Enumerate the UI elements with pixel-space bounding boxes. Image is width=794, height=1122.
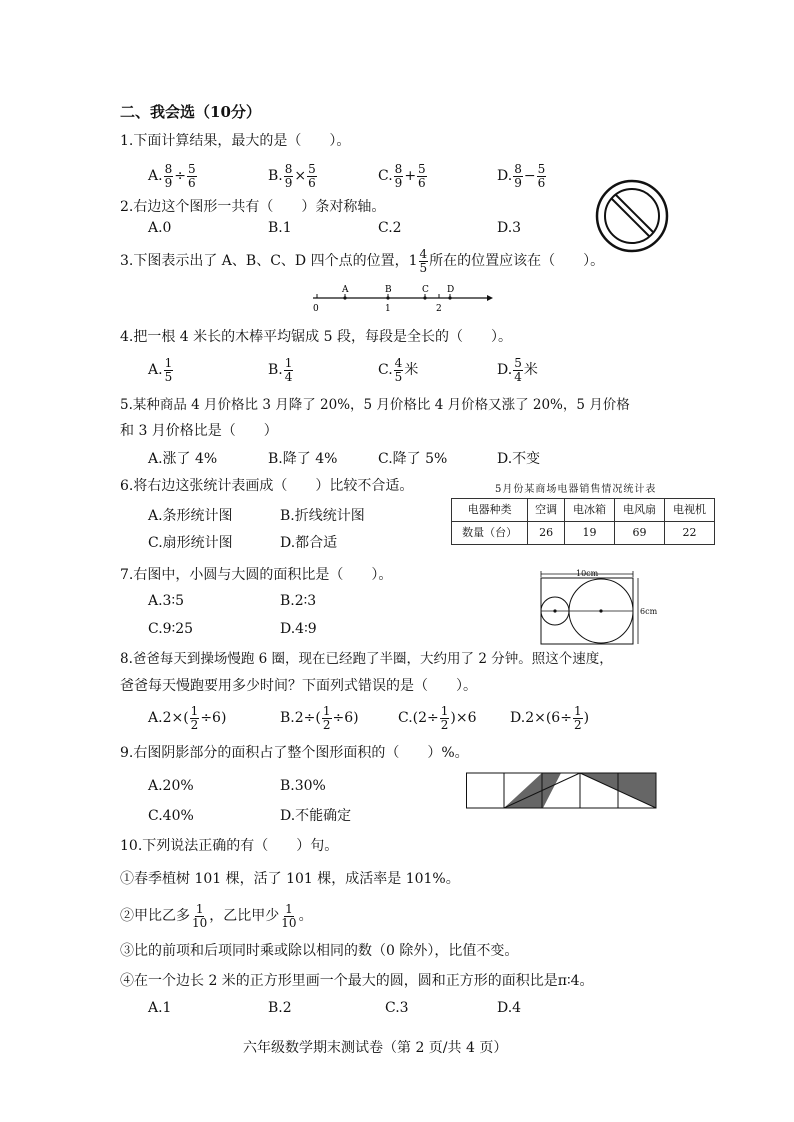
option-letter: B. <box>268 362 283 378</box>
table-cell: 19 <box>565 522 615 545</box>
option-letter: D. <box>510 710 526 726</box>
denominator: 6 <box>187 175 196 190</box>
operator: − <box>523 168 536 184</box>
option-letter: C. <box>398 710 413 726</box>
question-8-line-1: 8.爸爸每天到操场慢跑 6 圈，现在已经跑了半圈，大约用了 2 分钟。照这个速度， <box>120 651 613 667</box>
question-3-text <box>120 248 604 274</box>
expr-pre: (2÷ <box>412 710 439 726</box>
denominator: 9 <box>164 175 173 190</box>
numerator: 1 <box>190 703 199 718</box>
numerator: 1 <box>440 703 449 718</box>
numerator: 4 <box>419 246 428 261</box>
fraction <box>307 163 317 190</box>
fraction <box>394 357 404 384</box>
q7-option-b: B.2∶3 <box>280 593 317 609</box>
q1-option-d <box>497 160 547 192</box>
table-cell: 电风扇 <box>615 499 665 522</box>
q9-option-d: D.不能确定 <box>280 808 352 824</box>
q8-option-b <box>280 702 359 734</box>
denominator: 10 <box>281 915 297 930</box>
question-1-text: 1.下面计算结果，最大的是（ ）。 <box>120 133 351 149</box>
q2-option-c: C.2 <box>378 220 402 236</box>
q7-option-d: D.4∶9 <box>280 621 317 637</box>
q4-option-d <box>497 354 538 386</box>
table-cell: 69 <box>615 522 665 545</box>
numerator: 1 <box>285 901 293 916</box>
denominator: 2 <box>573 717 582 732</box>
option-letter: B. <box>268 168 283 184</box>
q10-option-b: B.2 <box>268 1000 292 1016</box>
numerator: 8 <box>394 161 403 176</box>
table-cell: 22 <box>664 522 714 545</box>
table-row <box>452 522 715 545</box>
fraction <box>322 705 332 732</box>
table-cell: 数量（台） <box>452 522 528 545</box>
denominator: 4 <box>284 369 293 384</box>
mixed-whole: 1 <box>408 253 418 269</box>
fraction <box>284 163 294 190</box>
question-8-line-2: 爸爸每天慢跑要用多少时间？下面列式错误的是（ ）。 <box>120 678 477 694</box>
table-header-row <box>452 499 715 522</box>
q5-option-d: D.不变 <box>497 451 541 467</box>
q6-option-c: C.扇形统计图 <box>148 535 233 551</box>
numerator: 5 <box>308 161 316 176</box>
numerator: 1 <box>573 703 582 718</box>
fraction <box>573 705 583 732</box>
expr-pre: 2×(6÷ <box>525 710 572 726</box>
fraction <box>417 163 427 190</box>
q3-text-post: 所在的位置应该在（ ）。 <box>429 253 605 269</box>
operator: ÷ <box>174 168 186 184</box>
q1-option-c <box>378 160 428 192</box>
question-10-text: 10.下列说法正确的有（ ）句。 <box>120 838 339 854</box>
denominator: 6 <box>537 175 546 190</box>
s2-part-b: ，乙比甲少 <box>209 908 280 924</box>
q2-option-d: D.3 <box>497 220 522 236</box>
q2-option-b: B.1 <box>268 220 292 236</box>
q7-option-a: A.3∶5 <box>148 593 185 609</box>
option-letter: D. <box>497 168 513 184</box>
q4-option-b <box>268 354 294 386</box>
expr-pre: 2÷( <box>294 710 321 726</box>
numerator: 5 <box>537 161 546 176</box>
expr-pre: 2×( <box>162 710 189 726</box>
two-circles-figure <box>536 566 666 652</box>
no-sign-figure <box>594 178 670 254</box>
denominator: 2 <box>440 717 449 732</box>
numerator: 5 <box>418 161 426 176</box>
table-cell: 电冰箱 <box>565 499 615 522</box>
fraction <box>513 163 523 190</box>
option-letter: A. <box>148 168 163 184</box>
unit: 米 <box>404 362 419 378</box>
tick-label-2: 2 <box>436 304 442 314</box>
q5-option-b: B.降了 4% <box>268 451 338 467</box>
q4-option-a <box>148 354 174 386</box>
q1-option-a <box>148 160 198 192</box>
denominator: 5 <box>164 369 173 384</box>
denominator: 9 <box>394 175 403 190</box>
question-4-text: 4.把一根 4 米长的木棒平均锯成 5 段，每段是全长的（ ）。 <box>120 329 512 345</box>
denominator: 9 <box>284 175 293 190</box>
table-cell: 空调 <box>528 499 565 522</box>
section-title: 二、我会选（10分） <box>120 103 261 121</box>
fraction <box>419 248 429 275</box>
fraction <box>164 357 174 384</box>
denominator: 4 <box>514 369 522 384</box>
numerator: 1 <box>284 355 293 370</box>
fraction <box>187 163 197 190</box>
stat-table-title: 5月份某商场电器销售情况统计表 <box>495 484 657 495</box>
point-label-c: C <box>422 285 429 295</box>
q9-option-b: B.30% <box>280 778 326 794</box>
q8-option-c <box>398 702 477 734</box>
numerator: 5 <box>187 161 196 176</box>
q6-option-a: A.条形统计图 <box>148 508 233 524</box>
tick-label-1: 1 <box>385 304 391 314</box>
question-6-text: 6.将右边这张统计表画成（ ）比较不合适。 <box>120 478 414 494</box>
q8-option-d <box>510 702 589 734</box>
fraction <box>440 705 450 732</box>
q2-option-a: A.0 <box>148 220 172 236</box>
q8-option-a <box>148 702 226 734</box>
expr-post: ÷6) <box>332 710 359 726</box>
denominator: 5 <box>394 369 403 384</box>
option-letter: C. <box>378 168 393 184</box>
q4-option-c <box>378 354 418 386</box>
option-letter: D. <box>497 362 513 378</box>
denominator: 2 <box>190 717 199 732</box>
denominator: 6 <box>418 175 426 190</box>
numerator: 1 <box>195 901 204 916</box>
fraction <box>513 357 523 384</box>
expr-post: ÷6) <box>200 710 227 726</box>
q10-option-d: D.4 <box>497 1000 522 1016</box>
statement-3: ③比的前项和后项同时乘或除以相同的数（0 除外），比值不变。 <box>120 943 519 959</box>
fraction <box>284 357 294 384</box>
denominator: 2 <box>322 717 331 732</box>
question-5-line-1: 5.某种商品 4 月价格比 3 月降了 20%，5 月价格比 4 月价格又涨了 20%，5 月价格 <box>120 397 630 413</box>
s2-part-c: 。 <box>298 908 313 924</box>
numerator: 8 <box>284 161 293 176</box>
width-label: 10cm <box>576 569 599 578</box>
point-label-a: A <box>342 285 349 295</box>
tick-label-0: 0 <box>313 304 319 314</box>
table-cell: 电器种类 <box>452 499 528 522</box>
denominator: 9 <box>514 175 522 190</box>
fraction <box>191 903 208 930</box>
page-footer: 六年级数学期末测试卷（第 2 页/共 4 页） <box>243 1040 508 1056</box>
operator: × <box>294 168 307 184</box>
option-letter: A. <box>148 710 163 726</box>
numerator: 4 <box>394 355 403 370</box>
q6-option-d: D.都合适 <box>280 535 338 551</box>
q10-option-a: A.1 <box>148 1000 172 1016</box>
denominator: 10 <box>192 915 208 930</box>
q10-option-c: C.3 <box>385 1000 409 1016</box>
height-label: 6cm <box>640 607 658 616</box>
unit: 米 <box>523 362 538 378</box>
q5-option-c: C.降了 5% <box>378 451 448 467</box>
numerator: 1 <box>322 703 331 718</box>
denominator: 5 <box>419 260 428 275</box>
point-label-b: B <box>385 285 392 295</box>
option-letter: A. <box>148 362 163 378</box>
table-cell: 26 <box>528 522 565 545</box>
statement-2 <box>120 900 313 932</box>
statement-1: ①春季植树 101 棵，活了 101 棵，成活率是 101%。 <box>120 871 460 887</box>
expr-post: )×6 <box>450 710 477 726</box>
question-9-text: 9.右图阴影部分的面积占了整个图形面积的（ ）%。 <box>120 745 469 761</box>
q6-option-b: B.折线统计图 <box>280 508 365 524</box>
fraction <box>164 163 174 190</box>
q9-option-a: A.20% <box>148 778 194 794</box>
fraction <box>190 705 200 732</box>
q1-option-b <box>268 160 318 192</box>
numerator: 8 <box>164 161 173 176</box>
fraction <box>280 903 297 930</box>
operator: + <box>404 168 417 184</box>
sales-stat-table <box>451 498 715 545</box>
s2-part-a: ②甲比乙多 <box>120 908 190 924</box>
question-2-text: 2.右边这个图形一共有（ ）条对称轴。 <box>120 199 386 215</box>
number-line <box>305 283 495 315</box>
point-label-d: D <box>447 285 455 295</box>
numerator: 8 <box>514 161 522 176</box>
table-cell: 电视机 <box>664 499 714 522</box>
q9-option-c: C.40% <box>148 808 194 824</box>
denominator: 6 <box>308 175 316 190</box>
option-letter: C. <box>378 362 393 378</box>
numerator: 1 <box>164 355 173 370</box>
fraction <box>394 163 404 190</box>
numerator: 5 <box>514 355 522 370</box>
q7-option-c: C.9∶25 <box>148 621 194 637</box>
option-letter: B. <box>280 710 295 726</box>
q3-text-pre: 3.下图表示出了 A、B、C、D 四个点的位置， <box>120 253 409 269</box>
question-5-line-2: 和 3 月价格比是（ ） <box>120 423 278 439</box>
q5-option-a: A.涨了 4% <box>148 451 218 467</box>
shaded-grid-figure <box>466 771 660 811</box>
statement-4: ④在一个边长 2 米的正方形里画一个最大的圆，圆和正方形的面积比是π∶4。 <box>120 973 594 989</box>
expr-post: ) <box>583 710 590 726</box>
question-7-text: 7.右图中，小圆与大圆的面积比是（ ）。 <box>120 567 393 583</box>
fraction <box>537 163 547 190</box>
